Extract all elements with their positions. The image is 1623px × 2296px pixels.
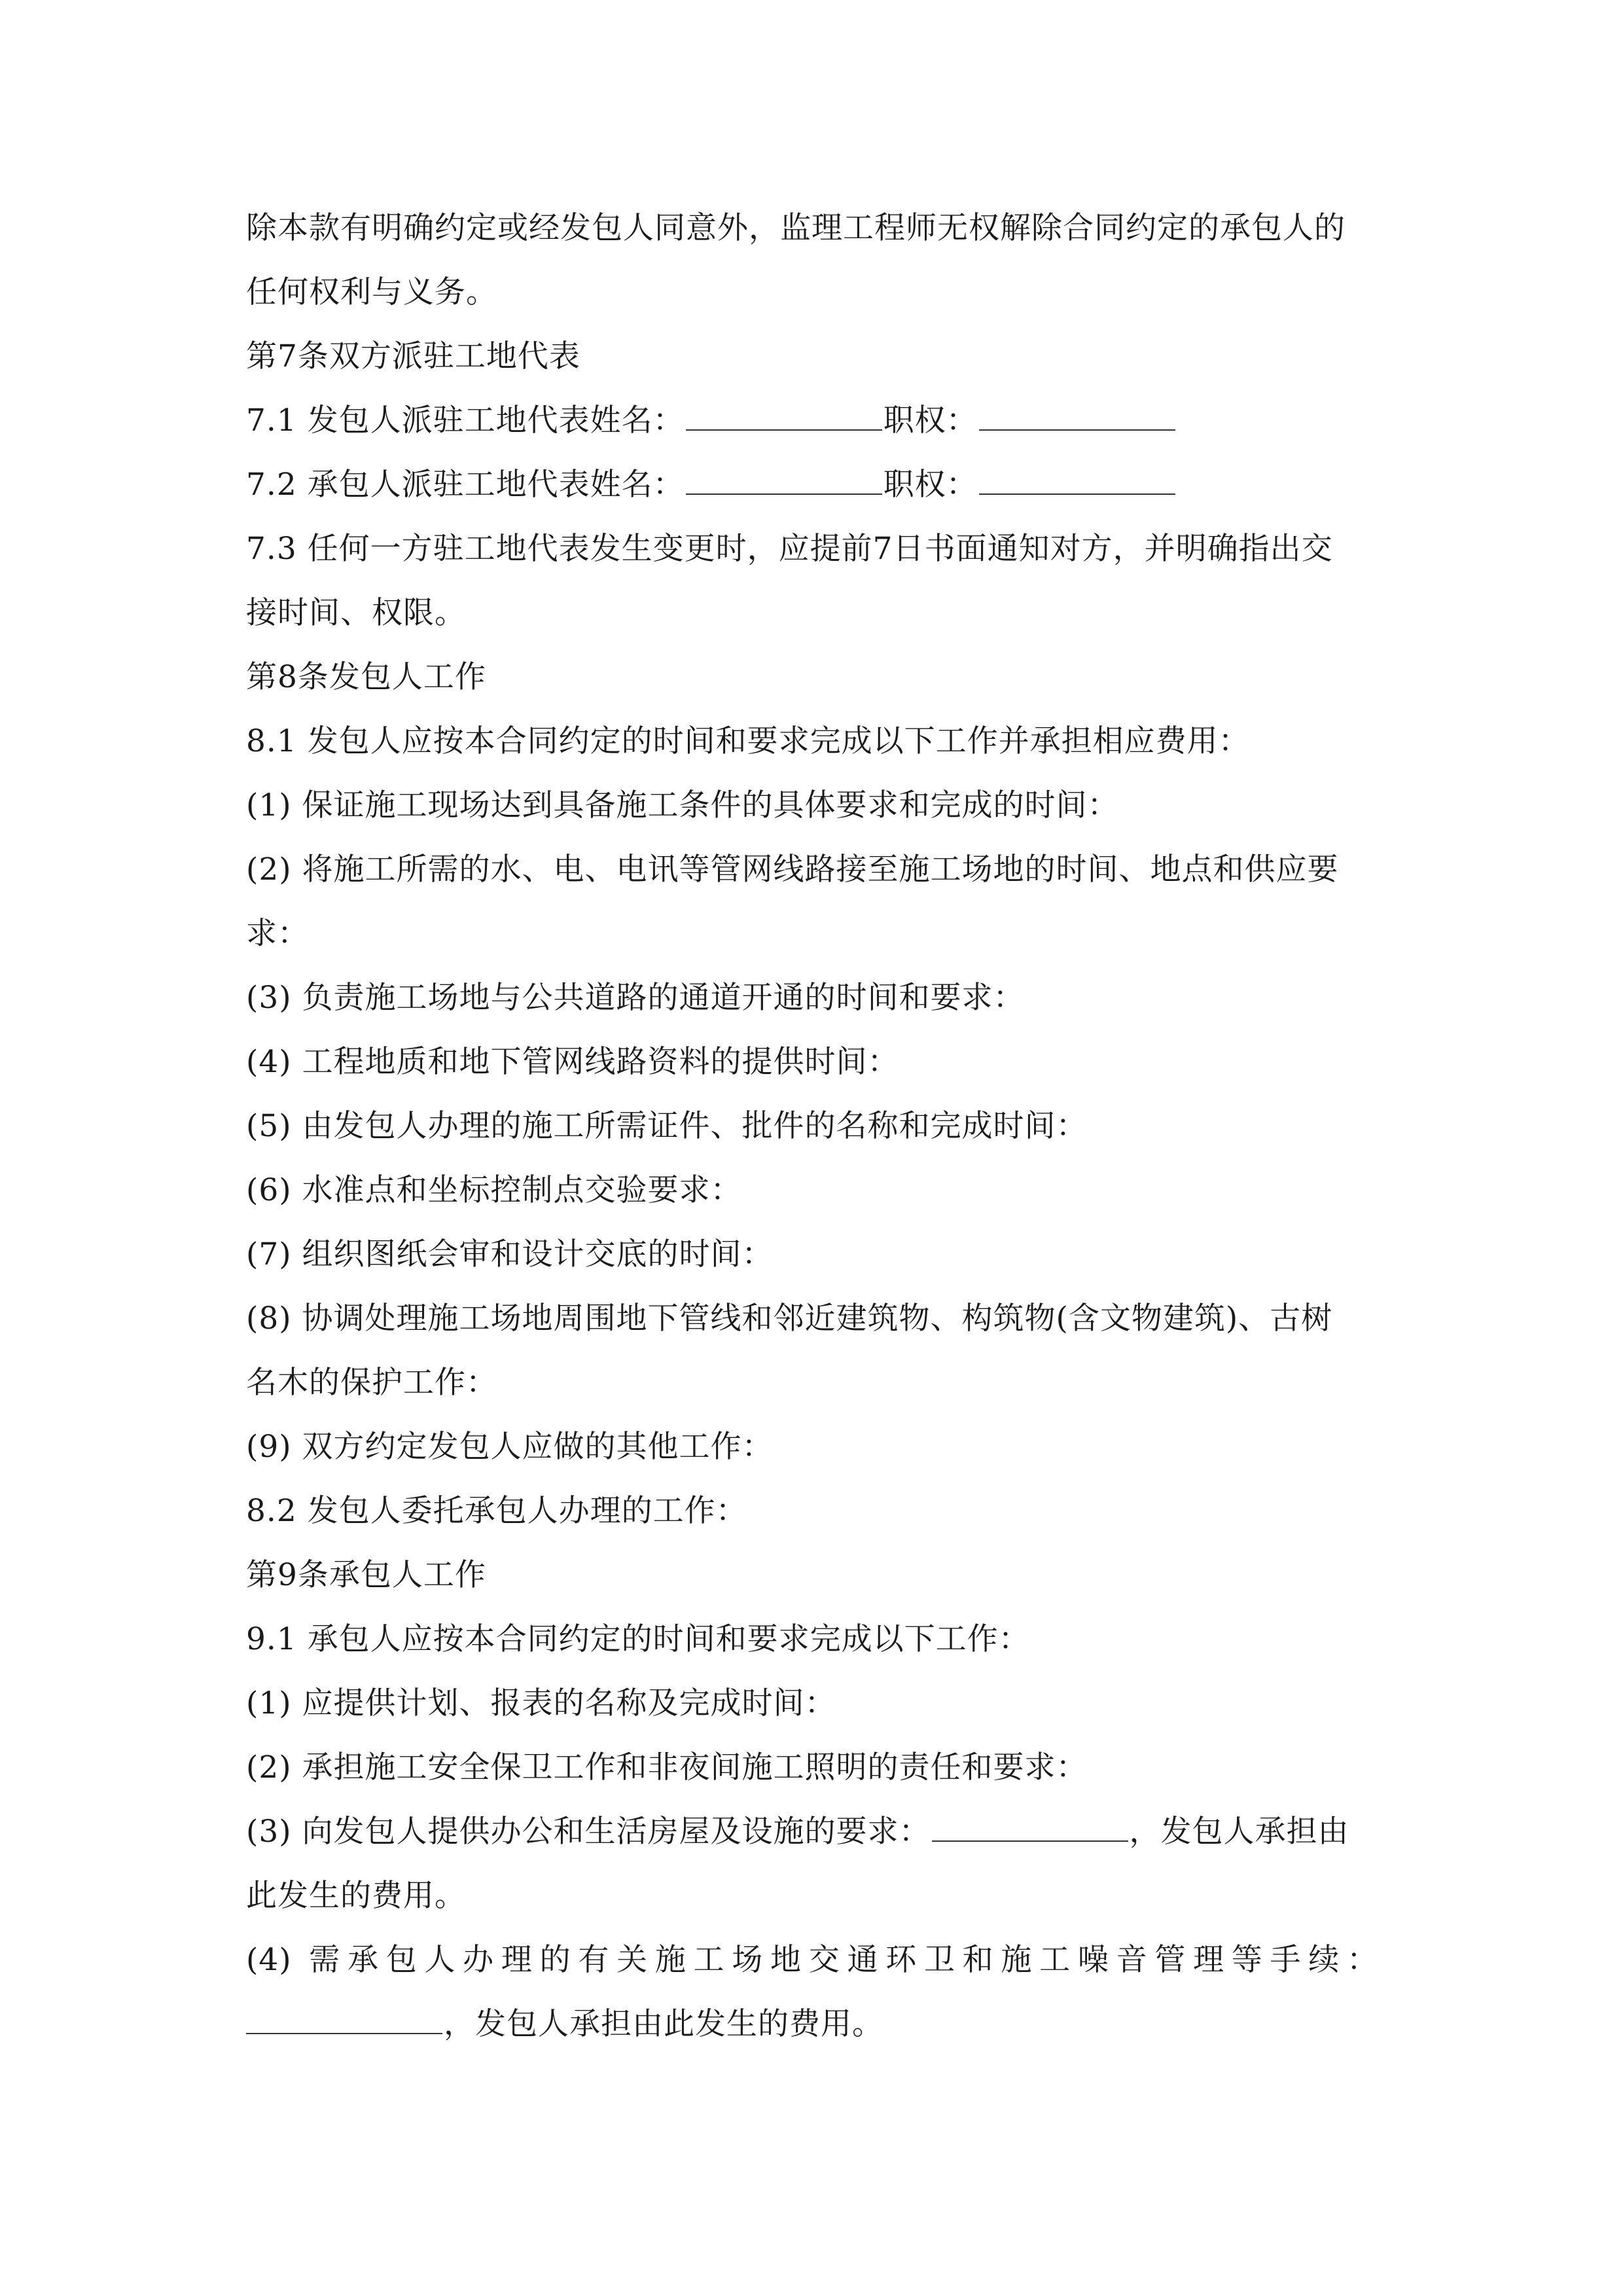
list-item: (9) 双方约定发包人应做的其他工作： [246,1429,774,1465]
list-item: 求： [246,916,309,952]
list-item [246,1800,1378,1864]
field-label: ，发包人承担由此发生的费用。 [444,2006,883,2042]
blank-field[interactable] [979,403,1175,431]
blank-field[interactable] [979,467,1175,495]
blank-field[interactable] [686,403,882,431]
field-label: 职权： [883,467,978,503]
list-item: (6) 水准点和坐标控制点交验要求： [246,1172,742,1208]
list-item: (1) 应提供计划、报表的名称及完成时间： [246,1685,836,1721]
blank-field[interactable] [932,1814,1128,1842]
list-item: (8) 协调处理施工场地周围地下管线和邻近建筑物、构筑物(含文物建筑)、古树 [246,1300,1333,1336]
text-line: 9.1 承包人应按本合同约定的时间和要求完成以下工作： [246,1621,1030,1657]
list-item: (7) 组织图纸会审和设计交底的时间： [246,1236,774,1272]
text-line: 接时间、权限。 [246,595,466,631]
section-heading: 第8条发包人工作 [246,659,486,695]
text-line: 8.2 发包人委托承包人办理的工作： [246,1493,747,1529]
text-line: 除本款有明确约定或经发包人同意外，监理工程师无权解除合同约定的承包人的 [246,210,1346,246]
document-page [246,196,1378,2056]
list-item: (4) 需承包人办理的有关施工场地交通环卫和施工噪音管理等手续： [246,1942,1378,1978]
text-line: 8.1 发包人应按本合同约定的时间和要求完成以下工作并承担相应费用： [246,723,1250,759]
field-label: ，发包人承担由 [1129,1814,1349,1850]
text-line: 7.3 任何一方驻工地代表发生变更时，应提前7日书面通知对方，并明确指出交 [246,531,1333,567]
section-heading: 第7条双方派驻工地代表 [246,338,580,374]
field-label: 7.1 发包人派驻工地代表姓名： [246,403,685,439]
list-item: (2) 承担施工安全保卫工作和非夜间施工照明的责任和要求： [246,1749,1088,1785]
blank-field[interactable] [686,467,882,495]
list-item: 名木的保护工作： [246,1365,497,1401]
list-item: (5) 由发包人办理的施工所需证件、批件的名称和完成时间： [246,1108,1088,1144]
list-item: (2) 将施工所需的水、电、电讯等管网线路接至施工场地的时间、地点和供应要 [246,852,1339,888]
blank-field[interactable] [246,2007,442,2034]
list-item: (3) 负责施工场地与公共道路的通道开通的时间和要求： [246,980,1025,1016]
text-line [246,453,1378,517]
text-line [246,389,1378,453]
field-label: (3) 向发包人提供办公和生活房屋及设施的要求： [246,1814,931,1850]
section-heading: 第9条承包人工作 [246,1557,486,1593]
text-line [246,1992,1378,2056]
list-item: (1) 保证施工现场达到具备施工条件的具体要求和完成的时间： [246,787,1119,823]
list-item: (4) 工程地质和地下管网线路资料的提供时间： [246,1044,899,1080]
text-line: 任何权利与义务。 [246,274,497,310]
field-label: 7.2 承包人派驻工地代表姓名： [246,467,685,503]
field-label: 职权： [883,403,978,439]
text-line: 此发生的费用。 [246,1878,466,1914]
